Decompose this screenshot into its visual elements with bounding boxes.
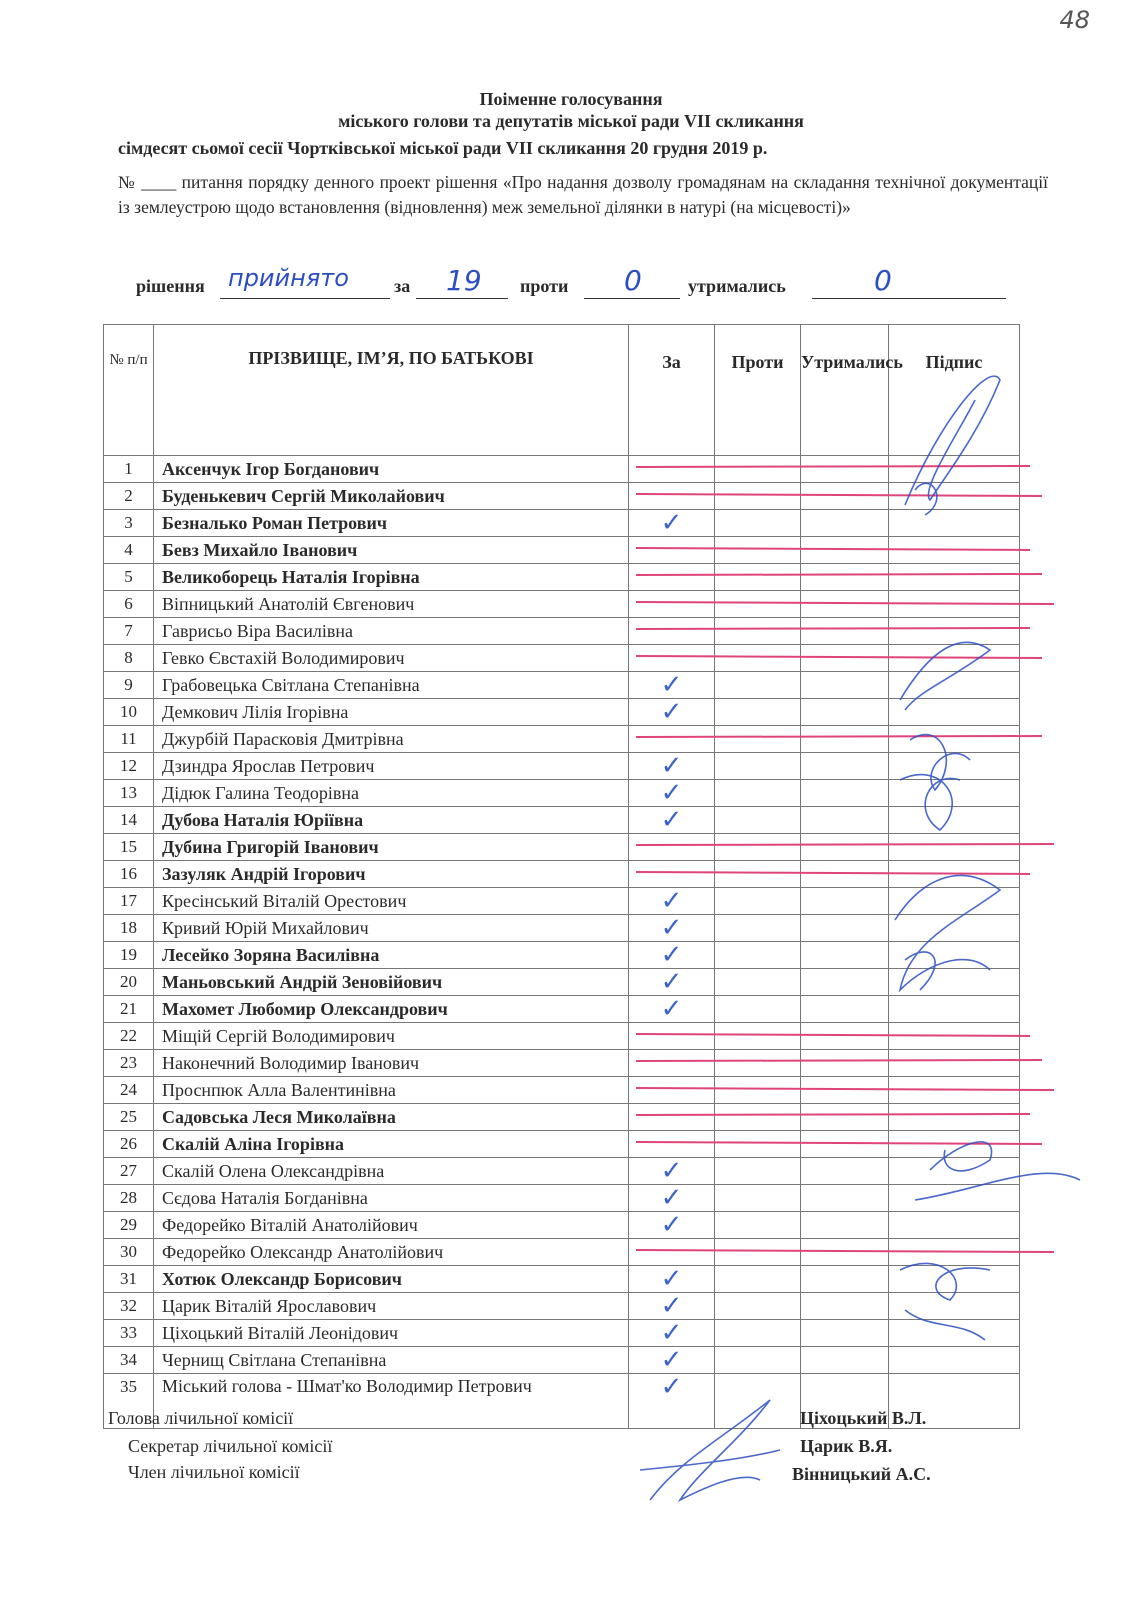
document-subtitle: міського голови та депутатів міської ради VII скликання xyxy=(338,111,804,131)
vote-against-cell xyxy=(715,807,801,834)
deputy-name: Міський голова - Шмат'ко Володимир Петрович xyxy=(154,1374,629,1429)
signature-cell xyxy=(889,1293,1020,1320)
deputy-name: Федорейко Олександр Анатолійович xyxy=(154,1239,629,1266)
signature-cell xyxy=(889,1212,1020,1239)
vote-against-cell xyxy=(715,1158,801,1185)
table-row xyxy=(104,537,1020,564)
vote-abstain-cell xyxy=(801,780,889,807)
row-number: 11 xyxy=(104,726,154,753)
row-number: 16 xyxy=(104,861,154,888)
vote-abstain-cell xyxy=(801,1050,889,1077)
vote-abstain-cell xyxy=(801,1185,889,1212)
table-row xyxy=(104,1320,1020,1347)
vote-abstain-cell xyxy=(801,1104,889,1131)
signature-cell xyxy=(889,942,1020,969)
row-number: 5 xyxy=(104,564,154,591)
signature-cell xyxy=(889,645,1020,672)
row-number: 27 xyxy=(104,1158,154,1185)
vote-for-mark: ✓ xyxy=(629,942,715,969)
deputy-name: Наконечний Володимир Іванович xyxy=(154,1050,629,1077)
vote-abstain-cell xyxy=(801,969,889,996)
vote-for-mark: ✓ xyxy=(629,1158,715,1185)
row-number: 26 xyxy=(104,1131,154,1158)
signature-cell xyxy=(889,1131,1020,1158)
header-for: За xyxy=(629,325,715,456)
signature-cell xyxy=(889,537,1020,564)
deputy-name: Скалій Аліна Ігорівна xyxy=(154,1131,629,1158)
row-number: 34 xyxy=(104,1347,154,1374)
signature-cell xyxy=(889,672,1020,699)
signature-cell xyxy=(889,510,1020,537)
vote-for-mark: ✓ xyxy=(629,1347,715,1374)
row-number: 28 xyxy=(104,1185,154,1212)
vote-abstain-cell xyxy=(801,888,889,915)
vote-for-mark: ✓ xyxy=(629,1374,715,1429)
vote-abstain-cell xyxy=(801,483,889,510)
vote-abstain-cell xyxy=(801,645,889,672)
vote-for-mark: ✓ xyxy=(629,510,715,537)
row-number: 7 xyxy=(104,618,154,645)
vote-for-mark: ✓ xyxy=(629,699,715,726)
deputy-name: Демкович Лілія Ігорівна xyxy=(154,699,629,726)
agenda-question: № ____ питання порядку денного проект рішення «Про надання дозволу громадянам на складання технічної документації із землеустрою щодо встановлення (відновлення) меж земельної ділянки в натурі (на місцевості)» xyxy=(118,172,1048,217)
secretary-name: Царик В.Я. xyxy=(800,1436,893,1456)
vote-against-cell xyxy=(715,618,801,645)
vote-against-cell xyxy=(715,1185,801,1212)
deputy-name: Хотюк Олександр Борисович xyxy=(154,1266,629,1293)
table-header-row xyxy=(104,325,1020,456)
deputy-name: Кривий Юрій Михайлович xyxy=(154,915,629,942)
vote-abstain-cell xyxy=(801,1023,889,1050)
signature-cell xyxy=(889,780,1020,807)
vote-against-cell xyxy=(715,726,801,753)
table-row xyxy=(104,834,1020,861)
deputy-name: Бевз Михайло Іванович xyxy=(154,537,629,564)
vote-abstain-cell xyxy=(801,1266,889,1293)
vote-for-mark xyxy=(629,564,715,591)
vote-against-cell xyxy=(715,1212,801,1239)
row-number: 8 xyxy=(104,645,154,672)
signature-cell xyxy=(889,726,1020,753)
row-number: 13 xyxy=(104,780,154,807)
vote-abstain-cell xyxy=(801,834,889,861)
vote-against-cell xyxy=(715,1023,801,1050)
deputy-name: Маньовський Андрій Зеновійович xyxy=(154,969,629,996)
row-number: 15 xyxy=(104,834,154,861)
row-number: 19 xyxy=(104,942,154,969)
signature-cell xyxy=(889,618,1020,645)
table-row xyxy=(104,672,1020,699)
row-number: 2 xyxy=(104,483,154,510)
deputy-name: Віпницький Анатолій Євгенович xyxy=(154,591,629,618)
vote-against-cell xyxy=(715,888,801,915)
vote-against-cell xyxy=(715,1266,801,1293)
vote-abstain-cell xyxy=(801,672,889,699)
signature-cell xyxy=(889,996,1020,1023)
vote-for-mark: ✓ xyxy=(629,969,715,996)
roll-call-table xyxy=(103,324,1020,1429)
vote-against-cell xyxy=(715,1131,801,1158)
table-row xyxy=(104,1131,1020,1158)
abstain-value: 0 xyxy=(874,264,892,297)
row-number: 14 xyxy=(104,807,154,834)
vote-against-cell xyxy=(715,645,801,672)
signature-cell xyxy=(889,1104,1020,1131)
vote-for-mark xyxy=(629,483,715,510)
header-abstain: Утримались xyxy=(801,325,889,456)
vote-abstain-cell xyxy=(801,510,889,537)
row-number: 30 xyxy=(104,1239,154,1266)
row-number: 3 xyxy=(104,510,154,537)
commission-footer xyxy=(0,1408,1142,1498)
deputy-name: Федорейко Віталій Анатолійович xyxy=(154,1212,629,1239)
deputy-name: Міщій Сергій Володимирович xyxy=(154,1023,629,1050)
table-row xyxy=(104,996,1020,1023)
table-row xyxy=(104,1185,1020,1212)
deputy-name: Ціхоцький Віталій Леонідович xyxy=(154,1320,629,1347)
row-number: 18 xyxy=(104,915,154,942)
vote-for-mark: ✓ xyxy=(629,753,715,780)
row-number: 33 xyxy=(104,1320,154,1347)
vote-for-mark xyxy=(629,1131,715,1158)
vote-against-cell xyxy=(715,969,801,996)
signature-cell xyxy=(889,1239,1020,1266)
header-num: № п/п xyxy=(104,325,154,456)
vote-abstain-cell xyxy=(801,1077,889,1104)
against-label: проти xyxy=(520,276,569,296)
signature-cell xyxy=(889,888,1020,915)
vote-against-cell xyxy=(715,1104,801,1131)
table-row xyxy=(104,753,1020,780)
vote-abstain-cell xyxy=(801,807,889,834)
row-number: 24 xyxy=(104,1077,154,1104)
vote-abstain-cell xyxy=(801,591,889,618)
vote-against-cell xyxy=(715,456,801,483)
table-row xyxy=(104,969,1020,996)
vote-abstain-cell xyxy=(801,564,889,591)
deputy-name: Грабовецька Світлана Степанівна xyxy=(154,672,629,699)
signature-cell xyxy=(889,1077,1020,1104)
row-number: 4 xyxy=(104,537,154,564)
secretary-label: Секретар лічильної комісії xyxy=(128,1436,333,1456)
signature-cell xyxy=(889,483,1020,510)
vote-abstain-cell xyxy=(801,942,889,969)
vote-against-cell xyxy=(715,753,801,780)
table-row xyxy=(104,726,1020,753)
table-row xyxy=(104,780,1020,807)
vote-abstain-cell xyxy=(801,1239,889,1266)
vote-abstain-cell xyxy=(801,915,889,942)
deputy-name: Махомет Любомир Олександрович xyxy=(154,996,629,1023)
vote-against-cell xyxy=(715,510,801,537)
vote-abstain-cell xyxy=(801,861,889,888)
deputy-name: Проснпюк Алла Валентинівна xyxy=(154,1077,629,1104)
table-row xyxy=(104,1212,1020,1239)
table-row xyxy=(104,1266,1020,1293)
deputy-name: Безналько Роман Петрович xyxy=(154,510,629,537)
vote-for-mark: ✓ xyxy=(629,1212,715,1239)
vote-abstain-cell xyxy=(801,456,889,483)
document-title: Поіменне голосування xyxy=(479,89,663,109)
row-number: 29 xyxy=(104,1212,154,1239)
for-value: 19 xyxy=(446,264,482,297)
row-number: 21 xyxy=(104,996,154,1023)
deputy-name: Лесейко Зоряна Василівна xyxy=(154,942,629,969)
table-row xyxy=(104,699,1020,726)
session-line: сімдесят сьомої сесії Чортківської міської ради VII скликання 20 грудня 2019 р. xyxy=(118,138,768,158)
chair-name: Ціхоцький В.Л. xyxy=(800,1408,927,1428)
member-name: Вінницький А.С. xyxy=(792,1464,931,1484)
vote-abstain-cell xyxy=(801,1293,889,1320)
vote-against-cell xyxy=(715,1320,801,1347)
deputy-name: Сєдова Наталія Богданівна xyxy=(154,1185,629,1212)
signature-cell xyxy=(889,969,1020,996)
vote-for-mark xyxy=(629,1104,715,1131)
signature-cell xyxy=(889,591,1020,618)
decision-value: прийнято xyxy=(228,264,349,292)
signature-cell xyxy=(889,915,1020,942)
deputy-name: Чернищ Світлана Степанівна xyxy=(154,1347,629,1374)
deputy-name: Зазуляк Андрій Ігорович xyxy=(154,861,629,888)
table-row xyxy=(104,645,1020,672)
deputy-name: Садовська Леся Миколаївна xyxy=(154,1104,629,1131)
vote-abstain-cell xyxy=(801,996,889,1023)
vote-abstain-cell xyxy=(801,1347,889,1374)
abstain-label: утримались xyxy=(688,276,786,296)
vote-for-mark: ✓ xyxy=(629,807,715,834)
header-against: Проти xyxy=(715,325,801,456)
signature-cell xyxy=(889,1320,1020,1347)
table-row xyxy=(104,1104,1020,1131)
vote-for-mark xyxy=(629,726,715,753)
vote-for-mark xyxy=(629,834,715,861)
signature-cell xyxy=(889,1023,1020,1050)
vote-against-cell xyxy=(715,672,801,699)
member-label: Член лічильної комісії xyxy=(128,1462,300,1482)
vote-against-cell xyxy=(715,483,801,510)
deputy-name: Гаврисьо Віра Василівна xyxy=(154,618,629,645)
vote-for-mark: ✓ xyxy=(629,996,715,1023)
signature-cell xyxy=(889,807,1020,834)
vote-for-mark: ✓ xyxy=(629,1320,715,1347)
vote-for-mark xyxy=(629,1239,715,1266)
row-number: 35 xyxy=(104,1374,154,1429)
vote-abstain-cell xyxy=(801,1320,889,1347)
vote-against-cell xyxy=(715,537,801,564)
signature-cell xyxy=(889,1266,1020,1293)
vote-against-cell xyxy=(715,564,801,591)
deputy-name: Дубова Наталія Юріївна xyxy=(154,807,629,834)
decision-label: рішення xyxy=(136,276,205,296)
deputy-name: Аксенчук Ігор Богданович xyxy=(154,456,629,483)
row-number: 6 xyxy=(104,591,154,618)
vote-for-mark xyxy=(629,861,715,888)
table-row xyxy=(104,618,1020,645)
table-row xyxy=(104,807,1020,834)
row-number: 22 xyxy=(104,1023,154,1050)
page-number: 48 xyxy=(1059,6,1090,34)
table-row xyxy=(104,888,1020,915)
vote-against-cell xyxy=(715,1347,801,1374)
header-name: ПРІЗВИЩЕ, ІМ’Я, ПО БАТЬКОВІ xyxy=(154,325,629,456)
row-number: 32 xyxy=(104,1293,154,1320)
signature-cell xyxy=(889,456,1020,483)
vote-for-mark: ✓ xyxy=(629,888,715,915)
signature-cell xyxy=(889,564,1020,591)
vote-against-cell xyxy=(715,996,801,1023)
table-row xyxy=(104,456,1020,483)
signature-cell xyxy=(889,834,1020,861)
row-number: 23 xyxy=(104,1050,154,1077)
vote-abstain-cell xyxy=(801,618,889,645)
deputy-name: Гевко Євстахій Володимирович xyxy=(154,645,629,672)
vote-for-mark xyxy=(629,456,715,483)
vote-against-cell xyxy=(715,861,801,888)
vote-against-cell xyxy=(715,699,801,726)
document-header xyxy=(0,88,1142,158)
vote-against-cell xyxy=(715,1239,801,1266)
against-value: 0 xyxy=(624,264,642,297)
header-signature: Підпис xyxy=(889,325,1020,456)
table-row xyxy=(104,915,1020,942)
vote-for-mark: ✓ xyxy=(629,915,715,942)
vote-abstain-cell xyxy=(801,726,889,753)
table-row xyxy=(104,1347,1020,1374)
vote-abstain-cell xyxy=(801,1212,889,1239)
row-number: 31 xyxy=(104,1266,154,1293)
deputy-name: Кресінський Віталій Орестович xyxy=(154,888,629,915)
table-row xyxy=(104,861,1020,888)
deputy-name: Дідюк Галина Теодорівна xyxy=(154,780,629,807)
vote-for-mark xyxy=(629,1050,715,1077)
signature-cell xyxy=(889,699,1020,726)
vote-against-cell xyxy=(715,942,801,969)
row-number: 25 xyxy=(104,1104,154,1131)
vote-against-cell xyxy=(715,915,801,942)
row-number: 9 xyxy=(104,672,154,699)
vote-abstain-cell xyxy=(801,1158,889,1185)
table-row xyxy=(104,1158,1020,1185)
table-row xyxy=(104,942,1020,969)
deputy-name: Скалій Олена Олександрівна xyxy=(154,1158,629,1185)
vote-for-mark xyxy=(629,591,715,618)
chair-label: Голова лічильної комісії xyxy=(108,1408,294,1428)
vote-against-cell xyxy=(715,1293,801,1320)
vote-for-mark xyxy=(629,645,715,672)
signature-cell xyxy=(889,861,1020,888)
vote-abstain-cell xyxy=(801,537,889,564)
vote-for-mark: ✓ xyxy=(629,1266,715,1293)
signature-cell xyxy=(889,753,1020,780)
table-row xyxy=(104,564,1020,591)
deputy-name: Дубина Григорій Іванович xyxy=(154,834,629,861)
vote-for-mark xyxy=(629,537,715,564)
table-row xyxy=(104,1023,1020,1050)
deputy-name: Царик Віталій Ярославович xyxy=(154,1293,629,1320)
vote-against-cell xyxy=(715,780,801,807)
vote-against-cell xyxy=(715,591,801,618)
deputy-name: Дзиндра Ярослав Петрович xyxy=(154,753,629,780)
signature-cell xyxy=(889,1185,1020,1212)
vote-abstain-cell xyxy=(801,753,889,780)
vote-for-mark: ✓ xyxy=(629,1293,715,1320)
deputy-name: Буденькевич Сергій Миколайович xyxy=(154,483,629,510)
row-number: 17 xyxy=(104,888,154,915)
table-row xyxy=(104,483,1020,510)
vote-against-cell xyxy=(715,834,801,861)
vote-for-mark: ✓ xyxy=(629,672,715,699)
row-number: 20 xyxy=(104,969,154,996)
table-row xyxy=(104,1239,1020,1266)
vote-against-cell xyxy=(715,1050,801,1077)
row-number: 10 xyxy=(104,699,154,726)
vote-for-mark: ✓ xyxy=(629,1185,715,1212)
vote-for-mark xyxy=(629,1023,715,1050)
vote-abstain-cell xyxy=(801,1131,889,1158)
signature-cell xyxy=(889,1347,1020,1374)
signature-cell xyxy=(889,1158,1020,1185)
for-label: за xyxy=(394,276,411,296)
vote-for-mark xyxy=(629,618,715,645)
vote-for-mark: ✓ xyxy=(629,780,715,807)
row-number: 1 xyxy=(104,456,154,483)
signature-cell xyxy=(889,1050,1020,1077)
table-row xyxy=(104,1077,1020,1104)
vote-for-mark xyxy=(629,1077,715,1104)
deputy-name: Великоборець Наталія Ігорівна xyxy=(154,564,629,591)
table-row xyxy=(104,510,1020,537)
table-row xyxy=(104,1293,1020,1320)
decision-line xyxy=(136,264,1036,304)
row-number: 12 xyxy=(104,753,154,780)
vote-against-cell xyxy=(715,1077,801,1104)
table-row xyxy=(104,1050,1020,1077)
vote-abstain-cell xyxy=(801,699,889,726)
deputy-name: Джурбій Парасковія Дмитрівна xyxy=(154,726,629,753)
table-row xyxy=(104,591,1020,618)
